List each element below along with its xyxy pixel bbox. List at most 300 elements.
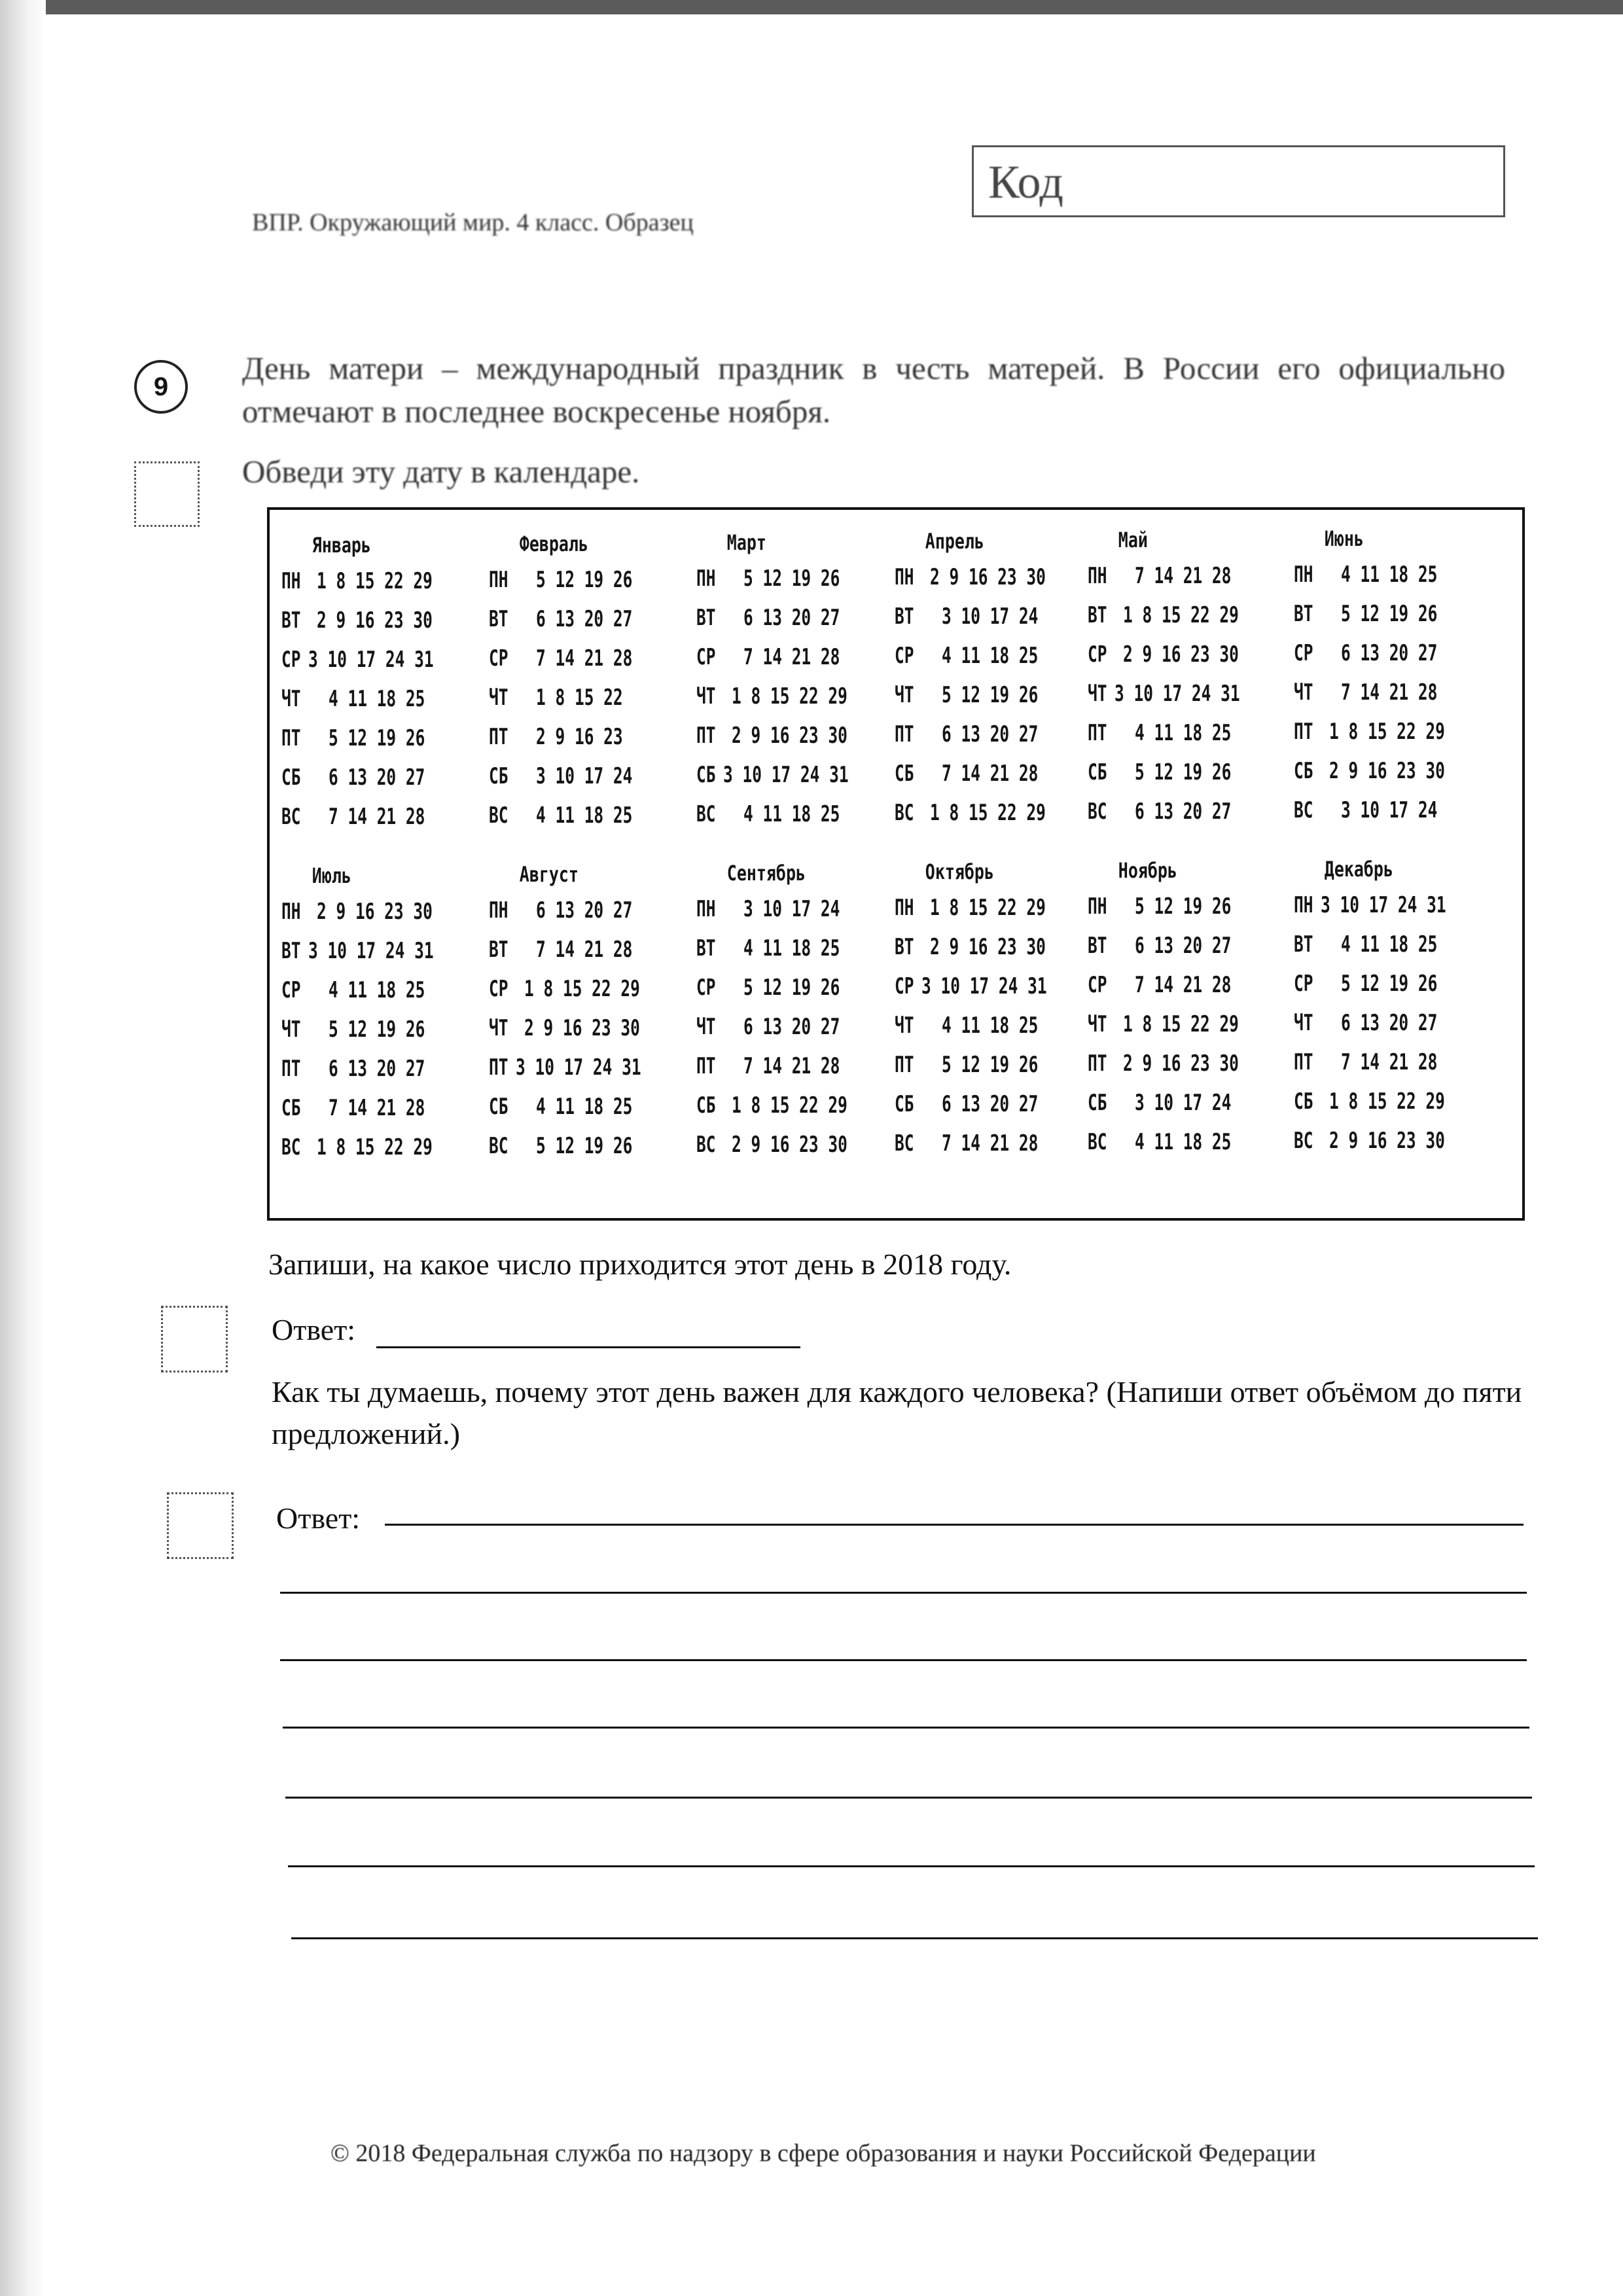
calendar-week-row xyxy=(696,795,893,834)
calendar-week-row xyxy=(696,716,893,755)
day-numbers[interactable]: 6 13 20 27 xyxy=(1341,640,1438,666)
weekday-label: ВТ xyxy=(1294,931,1313,958)
weekday-label: СБ xyxy=(281,1095,301,1121)
score-box[interactable] xyxy=(134,461,200,527)
calendar-week-row xyxy=(281,892,478,931)
calendar-week-row xyxy=(489,678,685,717)
calendar-week-row xyxy=(895,715,1091,754)
weekday-label: ПН xyxy=(1294,892,1313,918)
calendar-week-row xyxy=(489,1087,685,1126)
weekday-label: ПН xyxy=(281,568,301,594)
calendar-week-row xyxy=(489,1048,685,1087)
weekday-label: ПН xyxy=(1088,893,1107,920)
weekday-label: ВС xyxy=(895,800,914,826)
day-numbers[interactable]: 6 13 20 27 xyxy=(942,1091,1039,1117)
weekday-label: ВТ xyxy=(696,935,716,961)
day-numbers[interactable]: 1 8 15 22 29 xyxy=(1329,719,1446,745)
day-numbers[interactable]: 1 8 15 22 29 xyxy=(1123,602,1240,628)
day-numbers[interactable]: 5 12 19 26 xyxy=(329,725,425,751)
weekday-label: ПН xyxy=(1088,563,1107,589)
calendar-week-row xyxy=(281,679,478,719)
calendar-week-row xyxy=(489,969,685,1009)
calendar-week-row xyxy=(1088,792,1284,831)
calendar-week-row xyxy=(489,560,685,600)
calendar-week-row xyxy=(1088,753,1284,792)
weekday-label: ВТ xyxy=(1088,933,1107,959)
calendar-week-row xyxy=(489,796,685,835)
calendar-week-row xyxy=(1294,594,1490,634)
weekday-label: ВС xyxy=(1088,798,1107,825)
weekday-label: СБ xyxy=(489,1094,508,1120)
day-numbers[interactable]: 4 11 18 25 xyxy=(942,1013,1039,1039)
calendar-week-row xyxy=(281,719,478,758)
calendar-week-row xyxy=(895,636,1091,675)
calendar-week-row xyxy=(1294,1121,1490,1160)
calendar-week-row xyxy=(1294,1082,1490,1121)
day-numbers[interactable]: 5 12 19 26 xyxy=(536,1133,633,1159)
day-numbers[interactable]: 2 9 16 23 30 xyxy=(317,607,433,634)
calendar-month xyxy=(1088,528,1284,831)
calendar-week-row xyxy=(895,927,1091,967)
calendar-week-row xyxy=(895,675,1091,715)
calendar-week-row xyxy=(281,1049,478,1088)
month-name: Сентябрь xyxy=(726,861,806,886)
calendar-week-row xyxy=(281,601,478,640)
weekday-label: ЧТ xyxy=(281,686,301,712)
weekday-label: СР xyxy=(489,645,508,672)
calendar-week-row xyxy=(1088,713,1284,753)
weekday-label: СР xyxy=(1294,971,1313,997)
score-box[interactable] xyxy=(167,1492,234,1559)
day-numbers[interactable]: 2 9 16 23 30 xyxy=(732,723,848,749)
day-numbers[interactable]: 2 9 16 23 30 xyxy=(930,934,1046,960)
answer-label: Ответ: xyxy=(272,1313,356,1346)
day-numbers[interactable]: 1 8 15 22 29 xyxy=(1123,1011,1240,1037)
calendar-week-row xyxy=(1294,751,1490,791)
calendar-month xyxy=(1294,526,1490,830)
answer-line[interactable] xyxy=(288,1865,1535,1867)
footer-copyright: © 2018 Федеральная служба по надзору в сфере образования и науки Российской Федерации xyxy=(330,2140,1316,2167)
task-number: 9 xyxy=(134,360,188,414)
day-numbers[interactable]: 3 10 17 24 31 xyxy=(722,762,849,788)
calendar-month xyxy=(281,863,478,1167)
calendar-week-row xyxy=(281,562,478,601)
calendar-week-row xyxy=(1294,555,1490,594)
answer-line[interactable] xyxy=(385,1524,1524,1526)
day-numbers[interactable]: 1 8 15 22 29 xyxy=(930,800,1046,826)
calendar-week-row xyxy=(696,1047,893,1086)
day-numbers[interactable]: 5 12 19 26 xyxy=(1341,971,1438,997)
weekday-label: ПТ xyxy=(696,1053,716,1079)
answer-line[interactable] xyxy=(280,1592,1527,1594)
day-numbers[interactable]: 7 14 21 28 xyxy=(329,804,425,830)
calendar-week-row xyxy=(1088,1122,1284,1162)
calendar-week-row xyxy=(696,1125,893,1164)
question-date: Запиши, на какое число приходится этот день в 2018 году. xyxy=(268,1247,1012,1281)
month-name: Февраль xyxy=(519,531,588,556)
day-numbers[interactable]: 5 12 19 26 xyxy=(743,565,840,592)
weekday-label: СБ xyxy=(696,762,716,788)
calendar-week-row xyxy=(895,793,1091,833)
calendar-week-row xyxy=(696,637,893,677)
day-numbers[interactable]: 4 11 18 25 xyxy=(942,643,1039,669)
calendar-week-row xyxy=(489,639,685,678)
day-numbers[interactable]: 7 14 21 28 xyxy=(743,644,840,670)
weekday-label: ПТ xyxy=(281,725,301,751)
calendar-week-row xyxy=(895,1045,1091,1085)
weekday-label: ЧТ xyxy=(489,1015,508,1041)
code-label: Код xyxy=(988,156,1063,208)
calendar-week-row xyxy=(696,677,893,716)
weekday-label: СБ xyxy=(895,761,914,787)
calendar-week-row xyxy=(696,598,893,637)
answer-line[interactable] xyxy=(283,1727,1529,1729)
month-name: Май xyxy=(1118,528,1148,552)
answer-label: Ответ: xyxy=(276,1501,361,1535)
day-numbers[interactable]: 6 13 20 27 xyxy=(329,764,425,791)
day-numbers[interactable]: 2 9 16 23 30 xyxy=(317,899,433,925)
day-numbers[interactable]: 2 9 16 23 30 xyxy=(732,1132,848,1158)
day-numbers[interactable]: 2 9 16 23 30 xyxy=(1329,1128,1446,1154)
month-name: Июль xyxy=(312,863,351,888)
weekday-label: ПН xyxy=(895,564,914,590)
calendar-week-row xyxy=(895,1006,1091,1045)
day-numbers[interactable]: 4 11 18 25 xyxy=(1341,931,1438,958)
day-numbers[interactable]: 1 8 15 22 29 xyxy=(317,1134,433,1160)
weekday-label: ПТ xyxy=(1088,1050,1107,1077)
calendar-week-row xyxy=(1088,556,1284,596)
weekday-label: ПТ xyxy=(489,1054,508,1081)
day-numbers[interactable]: 3 10 17 24 31 xyxy=(308,647,434,673)
scan-edge-left xyxy=(0,0,46,2296)
calendar-2018[interactable] xyxy=(267,507,1525,1221)
month-name: Июнь xyxy=(1324,526,1364,551)
weekday-label: ПН xyxy=(895,895,914,921)
weekday-label: ВТ xyxy=(1088,602,1107,628)
weekday-label: СР xyxy=(281,977,301,1003)
weekday-label: СБ xyxy=(281,764,301,791)
day-numbers[interactable]: 3 10 17 24 xyxy=(1341,797,1438,823)
weekday-label: ЧТ xyxy=(1088,1011,1107,1037)
day-numbers[interactable]: 3 10 17 24 xyxy=(536,763,633,789)
weekday-label: ЧТ xyxy=(1294,1010,1313,1036)
weekday-label: ПТ xyxy=(1294,1049,1313,1075)
calendar-week-row xyxy=(1088,1044,1284,1083)
calendar-week-row xyxy=(281,758,478,797)
weekday-label: СБ xyxy=(1294,1088,1313,1115)
calendar-week-row xyxy=(1294,673,1490,712)
calendar-week-row xyxy=(281,1128,478,1167)
weekday-label: СР xyxy=(696,644,716,670)
weekday-label: ВС xyxy=(696,1132,716,1158)
task-instruction: Обведи эту дату в календаре. xyxy=(242,454,640,490)
weekday-label: ВС xyxy=(895,1130,914,1157)
weekday-label: СБ xyxy=(1088,1090,1107,1116)
day-numbers[interactable]: 3 10 17 24 31 xyxy=(921,973,1047,999)
day-numbers[interactable]: 4 11 18 25 xyxy=(743,801,840,827)
month-name: Апрель xyxy=(925,529,984,554)
weekday-label: СБ xyxy=(1088,759,1107,785)
answer-line[interactable] xyxy=(280,1659,1527,1661)
day-numbers[interactable]: 6 13 20 27 xyxy=(1135,933,1232,959)
calendar-week-row xyxy=(696,559,893,598)
weekday-label: ПН xyxy=(489,897,508,924)
calendar-week-row xyxy=(281,1010,478,1049)
weekday-label: ЧТ xyxy=(696,683,716,709)
calendar-month xyxy=(489,862,685,1166)
day-numbers[interactable]: 1 8 15 22 29 xyxy=(317,568,433,594)
day-numbers[interactable]: 7 14 21 28 xyxy=(1341,1049,1438,1075)
answer-line[interactable] xyxy=(376,1346,800,1348)
weekday-label: ПН xyxy=(489,567,508,593)
weekday-label: ВТ xyxy=(1294,601,1313,627)
day-numbers[interactable]: 5 12 19 26 xyxy=(942,682,1039,708)
weekday-label: ВТ xyxy=(696,605,716,631)
month-name: Октябрь xyxy=(925,859,994,884)
day-numbers[interactable]: 7 14 21 28 xyxy=(743,1053,840,1079)
day-numbers[interactable]: 1 8 15 22 xyxy=(536,685,623,711)
weekday-label: ВС xyxy=(489,802,508,829)
weekday-label: СР xyxy=(1294,640,1313,666)
calendar-week-row xyxy=(1294,886,1490,925)
weekday-label: ПН xyxy=(696,565,716,592)
day-numbers[interactable]: 6 13 20 27 xyxy=(942,721,1039,747)
weekday-label: ПТ xyxy=(895,721,914,747)
weekday-label: ПТ xyxy=(1088,720,1107,746)
day-numbers[interactable]: 3 10 17 24 xyxy=(743,896,840,922)
day-numbers[interactable]: 7 14 21 28 xyxy=(942,1130,1039,1157)
day-numbers[interactable]: 4 11 18 25 xyxy=(1341,562,1438,588)
calendar-week-row xyxy=(281,931,478,971)
calendar-week-row xyxy=(1088,1083,1284,1122)
weekday-label: ВС xyxy=(1294,797,1313,823)
weekday-label: ЧТ xyxy=(1088,681,1107,707)
weekday-label: ВТ xyxy=(895,934,914,960)
day-numbers[interactable]: 5 12 19 26 xyxy=(942,1052,1039,1078)
scan-edge-top xyxy=(0,0,1623,14)
calendar-week-row xyxy=(895,754,1091,793)
weekday-label: СБ xyxy=(489,763,508,789)
calendar-week-row xyxy=(696,755,893,795)
weekday-label: СБ xyxy=(696,1092,716,1119)
calendar-week-row xyxy=(696,929,893,968)
day-numbers[interactable]: 1 8 15 22 29 xyxy=(732,683,848,709)
weekday-label: ПТ xyxy=(696,723,716,749)
month-name: Март xyxy=(726,530,766,555)
day-numbers[interactable]: 4 11 18 25 xyxy=(536,1094,633,1120)
day-numbers[interactable]: 6 13 20 27 xyxy=(536,606,633,632)
calendar-week-row xyxy=(281,1088,478,1128)
day-numbers[interactable]: 2 9 16 23 30 xyxy=(930,564,1046,590)
calendar-week-row xyxy=(489,1009,685,1048)
calendar-week-row xyxy=(489,600,685,639)
calendar-month xyxy=(281,533,478,836)
day-numbers[interactable]: 6 13 20 27 xyxy=(536,897,633,924)
calendar-week-row xyxy=(489,891,685,930)
weekday-label: ПТ xyxy=(1294,719,1313,745)
calendar-week-row xyxy=(1088,596,1284,635)
weekday-label: СР xyxy=(489,976,508,1002)
day-numbers[interactable]: 6 13 20 27 xyxy=(743,1014,840,1040)
weekday-label: СР xyxy=(281,647,301,673)
day-numbers[interactable]: 1 8 15 22 29 xyxy=(524,976,641,1002)
day-numbers[interactable]: 3 10 17 24 31 xyxy=(1320,892,1446,918)
weekday-label: ПТ xyxy=(895,1052,914,1078)
calendar-week-row xyxy=(1294,1043,1490,1082)
weekday-label: СР xyxy=(1088,641,1107,668)
weekday-label: СР xyxy=(895,643,914,669)
month-name: Август xyxy=(519,862,579,887)
weekday-label: ЧТ xyxy=(895,1013,914,1039)
answer-line[interactable] xyxy=(291,1937,1538,1939)
day-numbers[interactable]: 2 9 16 23 xyxy=(536,724,623,750)
weekday-label: ВС xyxy=(281,804,301,830)
calendar-month xyxy=(489,531,685,835)
calendar-week-row xyxy=(1088,887,1284,926)
calendar-week-row xyxy=(1088,965,1284,1005)
day-numbers[interactable]: 2 9 16 23 30 xyxy=(1329,758,1446,784)
calendar-week-row xyxy=(895,967,1091,1006)
day-numbers[interactable]: 3 10 17 24 xyxy=(1135,1090,1232,1116)
day-numbers[interactable]: 7 14 21 28 xyxy=(1341,679,1438,706)
score-box[interactable] xyxy=(161,1306,228,1372)
day-numbers[interactable]: 6 13 20 27 xyxy=(329,1056,425,1082)
answer-line[interactable] xyxy=(285,1797,1532,1799)
calendar-week-row xyxy=(489,930,685,969)
calendar-week-row xyxy=(895,888,1091,927)
day-numbers[interactable]: 5 12 19 26 xyxy=(536,567,633,593)
weekday-label: ВС xyxy=(489,1133,508,1159)
weekday-label: СР xyxy=(696,975,716,1001)
calendar-week-row xyxy=(1088,674,1284,713)
calendar-week-row xyxy=(696,1086,893,1125)
day-numbers[interactable]: 7 14 21 28 xyxy=(1135,563,1232,589)
day-numbers[interactable]: 4 11 18 25 xyxy=(536,802,633,829)
calendar-week-row xyxy=(281,971,478,1010)
weekday-label: ПН xyxy=(1294,562,1313,588)
day-numbers[interactable]: 7 14 21 28 xyxy=(536,645,633,672)
calendar-month xyxy=(1088,858,1284,1162)
weekday-label: ВТ xyxy=(489,937,508,963)
day-numbers[interactable]: 4 11 18 25 xyxy=(1135,1129,1232,1155)
worksheet-header: ВПР. Окружающий мир. 4 класс. Образец xyxy=(252,209,694,236)
day-numbers[interactable]: 3 10 17 24 xyxy=(942,603,1039,630)
weekday-label: ВТ xyxy=(895,603,914,630)
weekday-label: ВС xyxy=(1088,1129,1107,1155)
day-numbers[interactable]: 7 14 21 28 xyxy=(329,1095,425,1121)
calendar-month xyxy=(895,529,1091,833)
day-numbers[interactable]: 6 13 20 27 xyxy=(1135,798,1232,825)
weekday-label: ЧТ xyxy=(1294,679,1313,706)
calendar-month xyxy=(895,859,1091,1163)
day-numbers[interactable]: 2 9 16 23 30 xyxy=(1123,1050,1240,1077)
day-numbers[interactable]: 6 13 20 27 xyxy=(743,605,840,631)
code-field[interactable] xyxy=(972,145,1505,217)
calendar-month xyxy=(696,530,893,834)
day-numbers[interactable]: 5 12 19 26 xyxy=(1135,759,1232,785)
calendar-week-row xyxy=(1088,926,1284,965)
weekday-label: СР xyxy=(895,973,914,999)
day-numbers[interactable]: 7 14 21 28 xyxy=(536,937,633,963)
calendar-week-row xyxy=(895,1085,1091,1124)
calendar-week-row xyxy=(1294,1003,1490,1043)
weekday-label: ПТ xyxy=(489,724,508,750)
month-name: Декабрь xyxy=(1324,857,1393,882)
day-numbers[interactable]: 2 9 16 23 30 xyxy=(524,1015,641,1041)
day-numbers[interactable]: 3 10 17 24 31 xyxy=(1114,681,1240,707)
day-numbers[interactable]: 6 13 20 27 xyxy=(1341,1010,1438,1036)
day-numbers[interactable]: 5 12 19 26 xyxy=(329,1016,425,1043)
day-numbers[interactable]: 2 9 16 23 30 xyxy=(1123,641,1240,668)
month-name: Январь xyxy=(312,533,371,558)
day-numbers[interactable]: 7 14 21 28 xyxy=(942,761,1039,787)
calendar-week-row xyxy=(696,1007,893,1047)
day-numbers[interactable]: 7 14 21 28 xyxy=(1135,972,1232,998)
calendar-week-row xyxy=(1294,925,1490,964)
weekday-label: ВС xyxy=(696,801,716,827)
day-numbers[interactable]: 1 8 15 22 29 xyxy=(930,895,1046,921)
task-intro: День матери – международный праздник в честь матерей. В России его официально отмечают в последнее воскресенье ноября. xyxy=(242,350,1505,429)
calendar-week-row xyxy=(281,797,478,836)
day-numbers[interactable]: 5 12 19 26 xyxy=(1341,601,1438,627)
weekday-label: ВТ xyxy=(281,938,301,964)
calendar-week-row xyxy=(489,757,685,796)
calendar-week-row xyxy=(895,558,1091,597)
weekday-label: СР xyxy=(1088,972,1107,998)
weekday-label: ЧТ xyxy=(696,1014,716,1040)
calendar-week-row xyxy=(1294,791,1490,830)
day-numbers[interactable]: 5 12 19 26 xyxy=(743,975,840,1001)
weekday-label: ВТ xyxy=(281,607,301,634)
weekday-label: ВТ xyxy=(489,606,508,632)
weekday-label: ЧТ xyxy=(281,1016,301,1043)
weekday-label: СБ xyxy=(895,1091,914,1117)
weekday-label: ЧТ xyxy=(489,685,508,711)
weekday-label: ПН xyxy=(696,896,716,922)
weekday-label: ПН xyxy=(281,899,301,925)
day-numbers[interactable]: 4 11 18 25 xyxy=(329,686,425,712)
weekday-label: СБ xyxy=(1294,758,1313,784)
calendar-week-row xyxy=(1294,964,1490,1003)
calendar-week-row xyxy=(489,1126,685,1166)
day-numbers[interactable]: 1 8 15 22 29 xyxy=(1329,1088,1446,1115)
calendar-week-row xyxy=(1294,712,1490,751)
day-numbers[interactable]: 4 11 18 25 xyxy=(329,977,425,1003)
calendar-week-row xyxy=(1294,634,1490,673)
weekday-label: ПТ xyxy=(281,1056,301,1082)
calendar-week-row xyxy=(696,889,893,929)
calendar-week-row xyxy=(1088,1005,1284,1044)
calendar-week-row xyxy=(895,597,1091,636)
day-numbers[interactable]: 4 11 18 25 xyxy=(1135,720,1232,746)
day-numbers[interactable]: 4 11 18 25 xyxy=(743,935,840,961)
calendar-week-row xyxy=(489,717,685,757)
day-numbers[interactable]: 3 10 17 24 31 xyxy=(515,1054,641,1081)
day-numbers[interactable]: 3 10 17 24 31 xyxy=(308,938,434,964)
day-numbers[interactable]: 1 8 15 22 29 xyxy=(732,1092,848,1119)
month-name: Ноябрь xyxy=(1118,858,1177,883)
weekday-label: ВС xyxy=(281,1134,301,1160)
weekday-label: ВС xyxy=(1294,1128,1313,1154)
calendar-month xyxy=(1294,857,1490,1160)
calendar-week-row xyxy=(281,640,478,679)
weekday-label: ЧТ xyxy=(895,682,914,708)
day-numbers[interactable]: 5 12 19 26 xyxy=(1135,893,1232,920)
calendar-week-row xyxy=(1088,635,1284,674)
calendar-month xyxy=(696,861,893,1164)
question-importance: Как ты думаешь, почему этот день важен для каждого человека? (Напиши ответ объёмом до пяти предложений.) xyxy=(272,1375,1522,1450)
calendar-week-row xyxy=(895,1124,1091,1163)
